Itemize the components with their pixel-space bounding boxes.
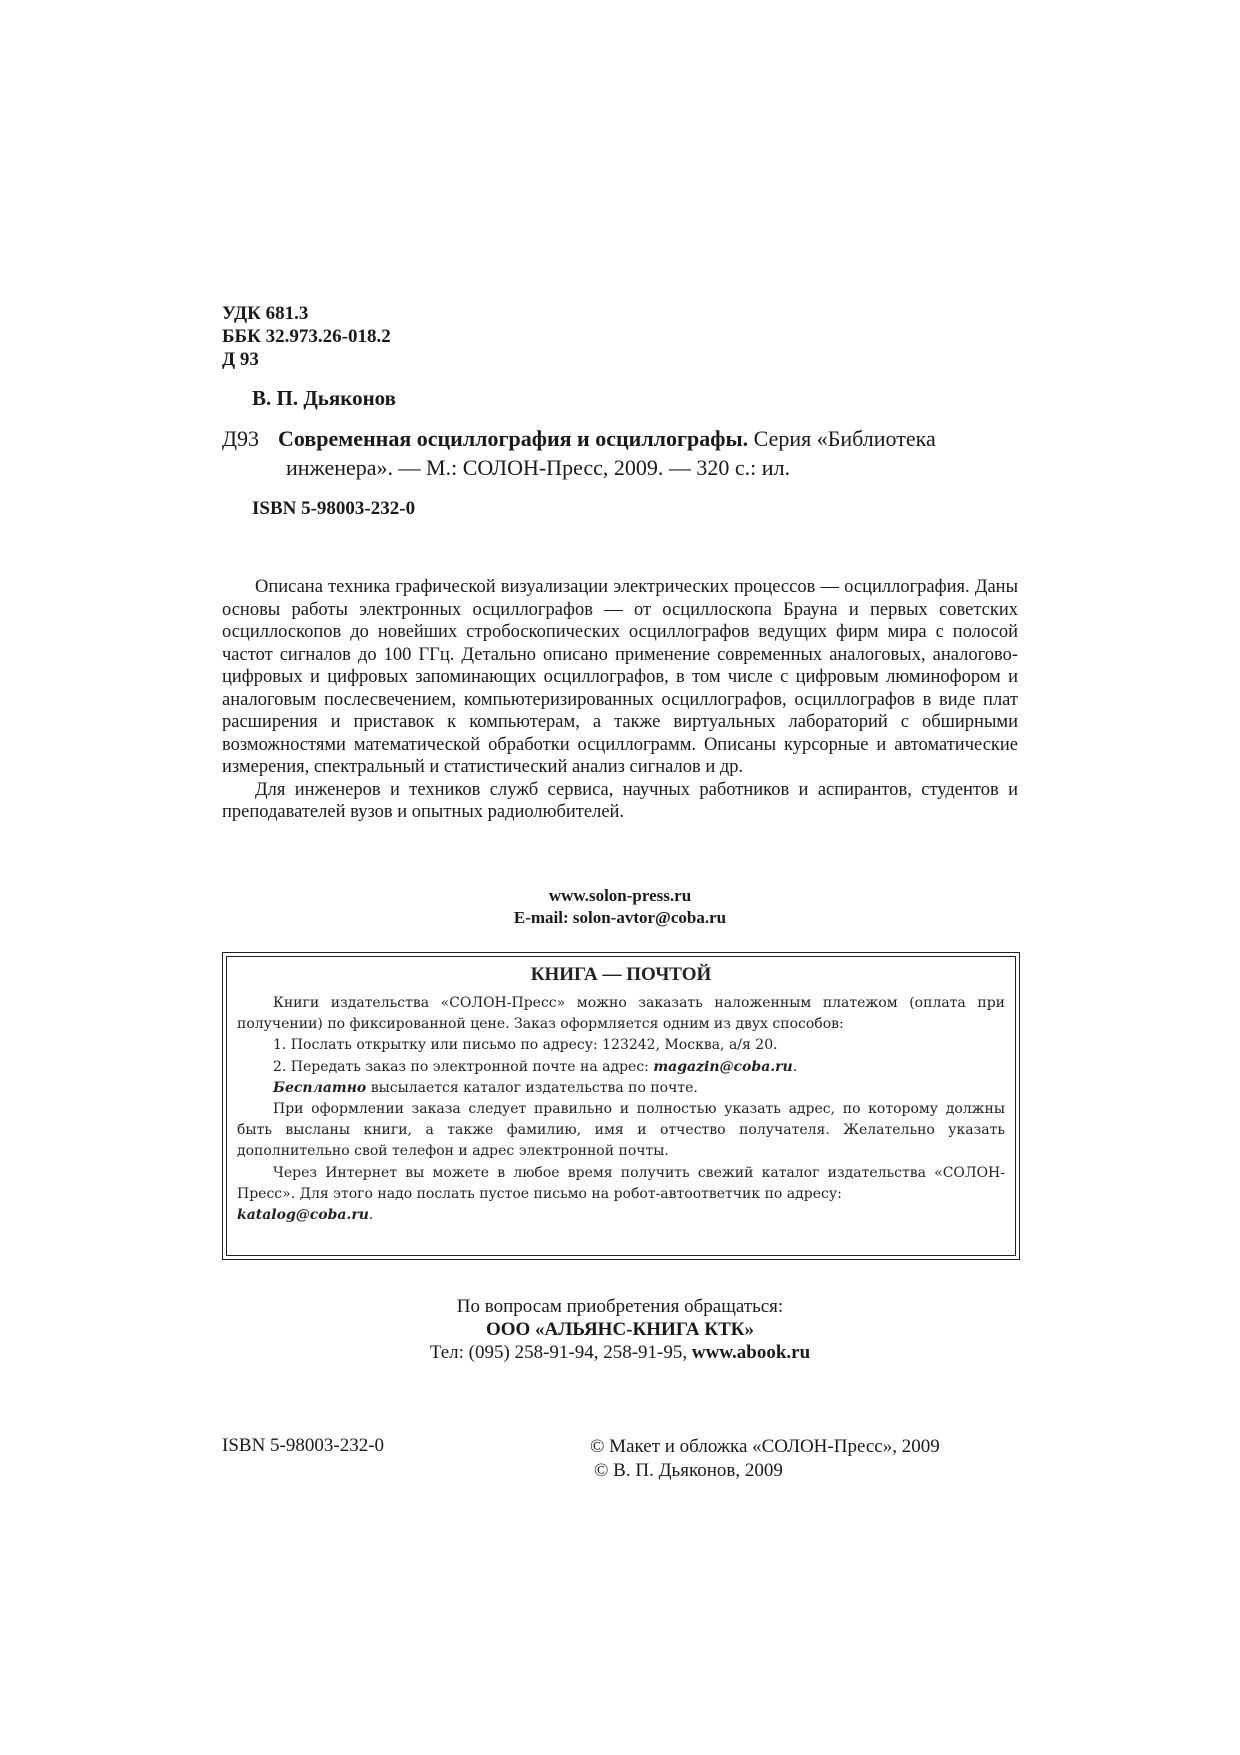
free-catalog-text: высылается каталог издательства по почте.: [366, 1079, 698, 1096]
internet-catalog-note: Через Интернет вы можете в любое время получить свежий каталог издательства «СОЛОН-Пресс». Для этого надо послать пустое письмо на робот-автоответчик по адресу:: [237, 1164, 1005, 1202]
udk-code: УДК 681.3: [222, 303, 309, 324]
mail-order-title: КНИГА — ПОЧТОЙ: [530, 964, 712, 985]
distributor-website: www.abook.ru: [691, 1342, 811, 1363]
biblio-code: Д93: [222, 426, 260, 451]
copyright-layout: © Макет и обложка «СОЛОН-Пресс», 2009: [590, 1436, 940, 1457]
free-catalog-note: [237, 1078, 1005, 1099]
publisher-website: www.solon-press.ru: [548, 886, 692, 905]
copyright-block: [590, 1435, 940, 1483]
author-mark: Д 93: [222, 349, 259, 370]
catalog-email: katalog@coba.ru: [237, 1207, 369, 1224]
author-name: В. П. Дьяконов: [252, 386, 396, 410]
publisher-email: E-mail: solon-avtor@coba.ru: [513, 908, 727, 927]
way-2-suffix: .: [792, 1058, 798, 1075]
distributor-phone-line: [222, 1341, 1018, 1364]
isbn-header: ISBN 5-98003-232-0: [252, 498, 416, 519]
free-word: Бесплатно: [273, 1079, 367, 1096]
mail-order-box: [222, 952, 1020, 1260]
abstract-paragraph-1: Описана техника графической визуализации электрических процессов — осциллография. Даны основы работы электронных осциллографов — от осциллоскопа Брауна и первых советских осциллоскопов до новейших стробоскопических осциллографов ведущих фирм мира с полосой частот сигналов до 100 ГГц. Детально описано применение современных аналоговых, аналогово-цифровых и цифровых запоминающих осциллографов, в том числе с цифровым люминофором и аналоговым послесвечением, компьютеризированных осциллографов, осциллографов в виде плат расширения и приставок к компьютерам, а также виртуальных лабораторий с обширными возможностями математической обработки осциллограмм. Описаны курсорные и автоматические измерения, спектральный и статистический анализ сигналов и др.: [222, 577, 1018, 777]
order-instructions: При оформлении заказа следует правильно и полностью указать адрес, по которому должны быть высланы книги, а также фамилию, имя и отчество получателя. Желательно указать дополнительно свой телефон и адрес электронной почты.: [237, 1101, 1005, 1160]
mail-order-way-2: [237, 1057, 1005, 1078]
purchase-line: По вопросам приобретения обращаться:: [456, 1296, 784, 1317]
publisher-contacts: [222, 885, 1018, 929]
bbk-code: ББК 32.973.26-018.2: [222, 326, 391, 347]
abstract: [222, 576, 1018, 824]
distributor-name: ООО «АЛЬЯНС-КНИГА КТК»: [485, 1319, 755, 1340]
way-2-text: 2. Передать заказ по электронной почте на адрес:: [273, 1058, 654, 1075]
distributor-phone: Тел: (095) 258-91-94, 258-91-95,: [429, 1342, 692, 1363]
order-email: magazin@coba.ru: [653, 1058, 793, 1075]
book-title: Современная осциллография и осциллографы.: [278, 426, 749, 451]
mail-order-intro: Книги издательства «СОЛОН-Пресс» можно заказать наложенным платежом (оплата при получении) по фиксированной цене. Заказ оформляется одним из двух способов:: [237, 995, 1005, 1033]
purchase-info: [222, 1295, 1018, 1364]
mail-order-inner: [226, 956, 1016, 1256]
classification-codes: [222, 302, 391, 371]
biblio-line-1: [278, 424, 936, 453]
abstract-paragraph-2: Для инженеров и техников служб сервиса, научных работников и аспирантов, студентов и преподавателей вузов и опытных радиолюбителей.: [222, 779, 1018, 822]
copyright-author: © В. П. Дьяконов, 2009: [594, 1460, 783, 1481]
mail-order-way-1: 1. Послать открытку или письмо по адресу: 123242, Москва, а/я 20.: [273, 1037, 778, 1054]
series-start: Серия «Библиотека: [748, 426, 936, 451]
biblio-line-2: инженера». — М.: СОЛОН-Пресс, 2009. — 320 с.: ил.: [286, 455, 791, 480]
catalog-email-suffix: .: [368, 1207, 374, 1224]
isbn-footer: ISBN 5-98003-232-0: [222, 1435, 385, 1456]
catalog-email-line: [237, 1205, 1005, 1226]
